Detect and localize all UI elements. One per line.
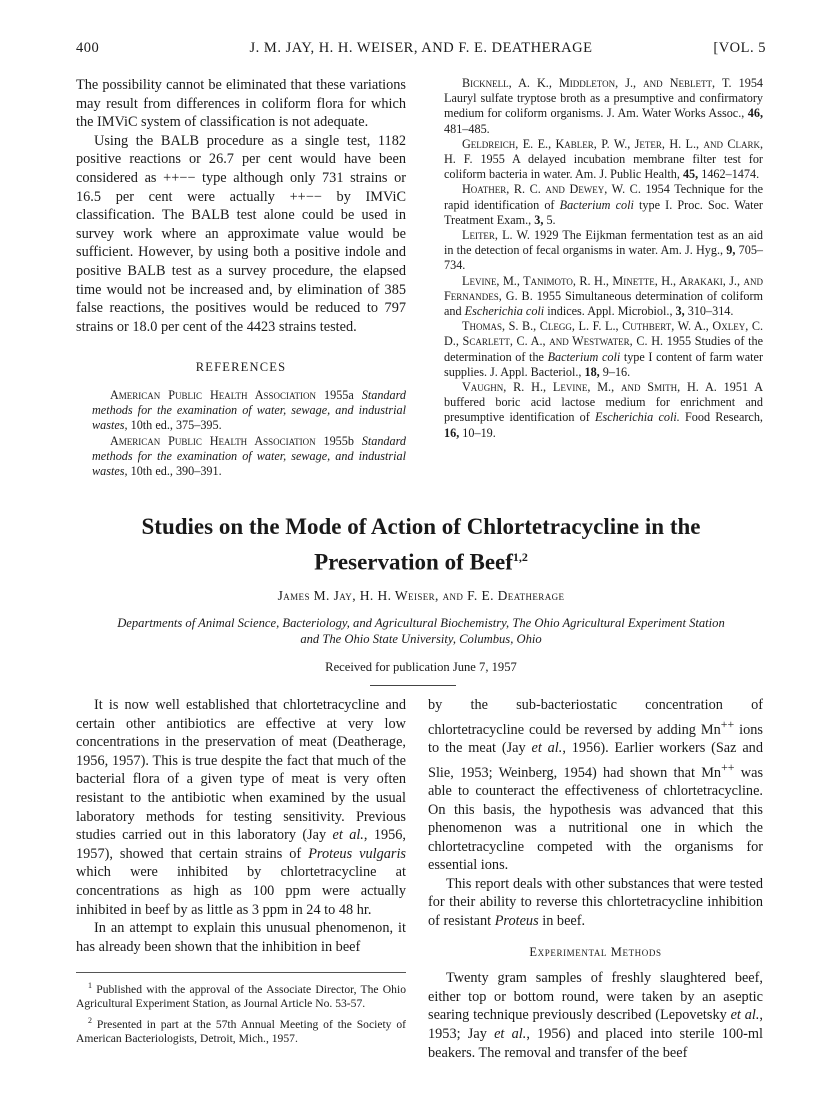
- reference-author: Leiter, L. W.: [462, 228, 530, 243]
- reference-year: 1951: [723, 380, 749, 395]
- reference-year: 1955b: [323, 433, 354, 448]
- reference-rest: 10th ed., 390–391.: [130, 463, 222, 478]
- reference-entry: [76, 434, 406, 480]
- reference-text: Studies of the determination of the: [444, 334, 763, 364]
- reference-pages: 9–16.: [602, 364, 631, 379]
- reference-volume: 3,: [675, 304, 685, 319]
- paragraph: Using the BALB procedure as a single test, 1182 positive reactions or 26.7 per cent would have been considered as ++−− type although only 731 strains or 16.5 per cent were actually ++−− by IMViC classification. The BALB test alone could be used in survey work where an approximate value would be sufficient. However, by using both a positive indole and positive BALB test as a survey procedure, the elapsed time would not be increased and, by elimination of 385 false reactions, the positives would be reduced to 797 strains or 18.0 per cent of the 4423 strains tested.: [76, 132, 406, 335]
- paragraph: Twenty gram samples of freshly slaughtered beef, either top or bottom round, were taken by an aseptic searing technique previously described (Lepovetsky et al., 1953; Jay et al., 1956) and placed into sterile 100-ml beakers. The removal and transfer of the beef: [428, 970, 763, 1061]
- reference-entry: [428, 182, 763, 228]
- received-date: Received for publication June 7, 1957: [325, 660, 517, 674]
- previous-article-right-column: [428, 76, 763, 441]
- reference-list-right: [428, 76, 763, 441]
- reference-text: Lauryl sulfate tryptose broth as a presumptive and confirmatory medium for coliform organisms. J. Am. Water Works Assoc.,: [444, 91, 763, 121]
- running-head: [76, 40, 766, 60]
- article-right-column: [428, 696, 763, 1062]
- previous-article-left-column: [76, 76, 406, 479]
- page-number: 400: [76, 40, 100, 56]
- reference-italic: Bacterium coli: [547, 349, 621, 364]
- reference-text: Simultaneous determination of coliform and: [444, 288, 764, 319]
- reference-author: Vaughn, R. H., Levine, M., and Smith, H. A.: [462, 380, 717, 395]
- reference-author: Geldreich, E. E., Kabler, P. W., Jeter, H. L., and Clark, H. F.: [444, 136, 763, 167]
- paragraph: This report deals with other substances that were tested for their ability to reverse this chlortetracycline inhibition of resistant Proteus in beef.: [428, 875, 763, 930]
- reference-entry: [428, 319, 763, 380]
- reference-year: 1955: [666, 334, 692, 349]
- reference-text: The Eijkman fermentation test as an aid in the detection of fecal organisms in water. Am. J. Hyg.,: [444, 228, 764, 258]
- footnotes: [76, 972, 406, 1050]
- title-footnote-marks: 1,2: [512, 550, 528, 564]
- paragraph: by the sub-bacteriostatic concentration of chlortetracycline could be reversed by adding Mn++ ions to the meat (Jay et al., 1956). Earlier workers (Saz and Slie, 1953; Weinberg, 1954) had shown that Mn++ was able to counteract the effectiveness of chlortetracycline. On this basis, the hypothesis was advanced that this phenomenon was a nutritional one in which the chlortetracycline competed with the organisms for essential ions.: [428, 697, 764, 874]
- reference-italic: Escherichia coli: [464, 304, 545, 319]
- reference-year: 1955a: [324, 387, 354, 402]
- reference-text: type I. Proc. Soc. Water Treatment Exam.,: [444, 197, 763, 227]
- reference-entry: [76, 388, 406, 434]
- reference-volume: 9,: [726, 243, 736, 258]
- reference-entry: [428, 380, 763, 441]
- title-line: Studies on the Mode of Action of Chlortetracycline in the: [141, 514, 701, 539]
- title-line-text: Preservation of Beef: [314, 549, 513, 575]
- reference-pages: 310–314.: [687, 304, 734, 319]
- reference-pages: 5.: [546, 212, 556, 227]
- reference-pages: 481–485.: [444, 121, 490, 136]
- reference-author: Bicknell, A. K., Middleton, J., and Neblett, T.: [462, 76, 732, 90]
- article-left-column: [76, 696, 406, 956]
- reference-author: Levine, M., Tanimoto, R. H., Minette, H., Arakaki, J., and Fernandes, G. B.: [444, 273, 763, 303]
- reference-entry: [428, 228, 763, 274]
- reference-text: A delayed incubation membrane filter test for coliform bacteria in water. Am. J. Public Health,: [444, 152, 763, 182]
- section-heading: Experimental Methods: [529, 944, 662, 959]
- running-head-authors: J. M. JAY, H. H. WEISER, AND F. E. DEATHERAGE: [249, 40, 593, 56]
- footnote: $^2$ Presented in part at the 57th Annual Meeting of the Society of American Bacteriologists, Detroit, Mich., 1957.: [76, 1016, 406, 1046]
- reference-year: 1954: [645, 182, 670, 197]
- reference-text: type I content of farm water supplies. J. Appl. Bacteriol.,: [444, 349, 764, 379]
- reference-year: 1929: [534, 228, 559, 243]
- article-title: [76, 512, 766, 578]
- byline: James M. Jay, H. H. Weiser, and F. E. Deatherage: [277, 588, 565, 603]
- reference-author: Thomas, S. B., Clegg, L. F. L., Cuthbert, W. A., Oxley, C. D., Scarlett, C. A., and Westwater, C. H.: [444, 319, 763, 349]
- reference-pages: 1462–1474.: [701, 167, 760, 182]
- reference-volume: 16,: [444, 425, 460, 440]
- footnote: $^1$ Published with the approval of the Associate Director, The Ohio Agricultural Experiment Station, as Journal Article No. 53-57.: [76, 981, 406, 1011]
- affiliation: Departments of Animal Science, Bacteriology, and Agricultural Biochemistry, The Ohio Agricultural Experiment Station and The Ohio State University, Columbus, Ohio: [117, 616, 725, 646]
- references-heading: REFERENCES: [195, 360, 287, 375]
- reference-volume: 45,: [682, 167, 699, 182]
- reference-volume: 46,: [747, 106, 763, 121]
- reference-author: Hoather, R. C. and Dewey, W. C.: [462, 182, 641, 197]
- title-line: [76, 542, 766, 578]
- volume-label: [VOL. 5: [713, 40, 766, 56]
- reference-year: 1955: [480, 152, 505, 167]
- reference-entry: [428, 76, 763, 137]
- reference-pages: 705–734.: [444, 243, 764, 273]
- reference-rest: 10th ed., 375–395.: [130, 418, 222, 433]
- reference-title: Standard methods for the examination of water, sewage, and industrial wastes,: [92, 433, 407, 478]
- divider: [370, 685, 456, 686]
- reference-italic: Escherichia coli.: [595, 410, 680, 425]
- reference-text: Technique for the rapid identification of: [444, 182, 764, 212]
- reference-volume: 18,: [584, 364, 600, 379]
- reference-entry: [428, 137, 763, 183]
- reference-volume: 3,: [534, 212, 544, 227]
- paragraph: In an attempt to explain this unusual phenomenon, it has already been shown that the inhibition in beef: [76, 920, 406, 955]
- paragraph: The possibility cannot be eliminated that these variations may result from differences in coliform flora for which the IMViC system of classification is not adequate.: [76, 77, 406, 131]
- reference-entry: [428, 274, 763, 320]
- reference-author: American Public Health Association: [110, 387, 317, 402]
- reference-author: American Public Health Association: [110, 433, 316, 448]
- reference-year: 1955: [536, 288, 562, 303]
- reference-year: 1954: [738, 76, 763, 90]
- reference-list-left: [76, 388, 406, 479]
- reference-italic: Bacterium coli: [559, 197, 634, 212]
- paragraph: It is now well established that chlortetracycline and certain other antibiotics are effective at very low concentrations in the preservation of meat (Deatherage, 1956, 1957). This is true despite the fact that much of the bacterial flora of a given type of meat is very often resistant to the antibiotic when examined by the usual laboratory methods for testing sensitivity. Previous studies carried out in this laboratory (Jay et al., 1956, 1957), showed that certain strains of Proteus vulgaris which were inhibited by chlortetracycline at concentrations as high as 100 ppm were actually inhibited in beef by as little as 3 ppm in 24 to 48 hr.: [76, 697, 406, 918]
- reference-pages: 10–19.: [462, 425, 496, 440]
- reference-title: Standard methods for the examination of water, sewage, and industrial wastes,: [92, 387, 406, 433]
- reference-text: indices. Appl. Microbiol.,: [547, 304, 673, 319]
- reference-text: A buffered boric acid lactose medium for enrichment and presumptive identification of: [444, 380, 764, 425]
- reference-text: Food Research,: [685, 410, 763, 425]
